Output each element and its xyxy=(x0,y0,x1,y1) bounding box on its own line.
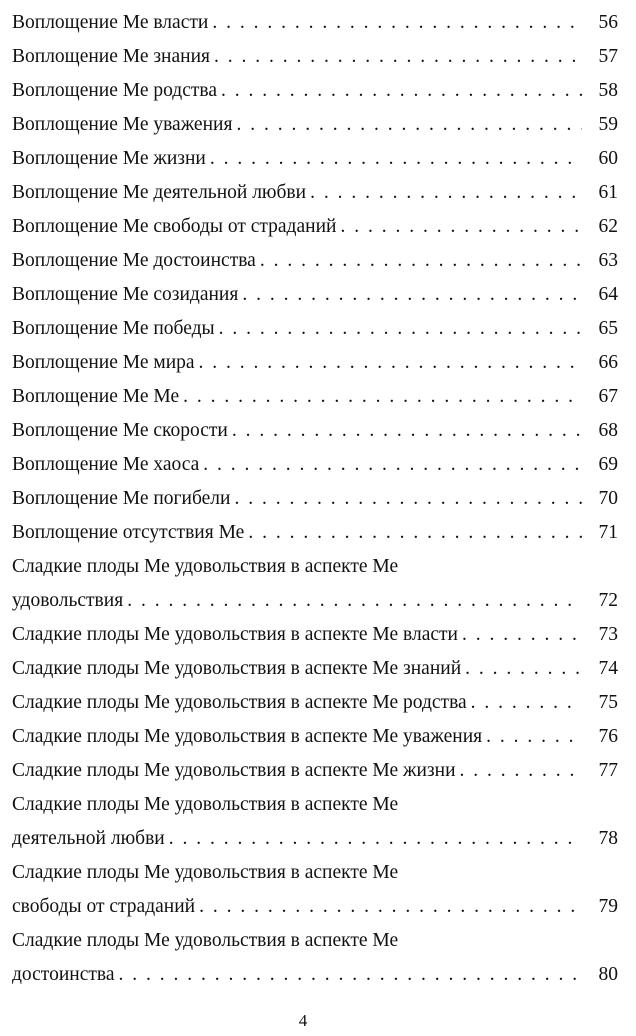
toc-entry[interactable] xyxy=(12,516,618,550)
dot-leader xyxy=(232,108,582,142)
toc-entry-title-line: Сладкие плоды Ме удовольствия в аспекте Ме xyxy=(12,862,399,883)
toc-entry-page-number: 62 xyxy=(598,216,618,237)
toc-entry-page-number: 56 xyxy=(598,12,618,33)
toc-entry-page-number: 61 xyxy=(598,182,618,203)
toc-entry-title: Сладкие плоды Ме удовольствия в аспекте Ме жизни xyxy=(12,760,456,781)
dot-leader xyxy=(256,244,582,278)
toc-entry-title: Сладкие плоды Ме удовольствия в аспекте Ме родства xyxy=(12,692,467,713)
toc-entry-title: Воплощение Ме уважения xyxy=(12,114,233,135)
page-number-footer: 4 xyxy=(298,1011,308,1030)
toc-entry-page-number: 70 xyxy=(598,488,618,509)
toc-entry-title: Воплощение Ме свободы от страданий xyxy=(12,216,337,237)
toc-entry[interactable] xyxy=(12,652,618,686)
dot-leader xyxy=(179,380,582,414)
toc-entry-title: Сладкие плоды Ме удовольствия в аспекте Ме власти xyxy=(12,624,458,645)
toc-entry-page-number: 57 xyxy=(598,46,618,67)
toc-entry[interactable] xyxy=(12,720,618,754)
dot-leader xyxy=(210,40,582,74)
toc-entry[interactable] xyxy=(12,414,618,448)
toc-entry-page-number: 65 xyxy=(598,318,618,339)
toc-entry[interactable] xyxy=(12,6,618,40)
toc-entry-page-number: 74 xyxy=(598,658,618,679)
toc-entry[interactable] xyxy=(12,686,618,720)
toc-entry-page-number: 79 xyxy=(598,896,618,917)
dot-leader xyxy=(238,278,582,312)
toc-entry-title: Воплощение Ме жизни xyxy=(12,148,206,169)
dot-leader xyxy=(208,6,582,40)
dot-leader xyxy=(461,652,582,686)
toc-entry[interactable] xyxy=(12,346,618,380)
toc-entry-title: деятельной любви xyxy=(12,828,165,849)
toc-entry[interactable] xyxy=(12,448,618,482)
toc-entry[interactable] xyxy=(12,74,618,108)
dot-leader xyxy=(217,74,582,108)
toc-entry-title-line: Сладкие плоды Ме удовольствия в аспекте Ме xyxy=(12,556,399,577)
toc-entry[interactable] xyxy=(12,482,618,516)
toc-entry-page-number: 78 xyxy=(598,828,618,849)
dot-leader xyxy=(306,176,582,210)
toc-entry-title: свободы от страданий xyxy=(12,896,196,917)
toc-entry-title: Воплощение Ме хаоса xyxy=(12,454,200,475)
dot-leader xyxy=(336,210,582,244)
toc-entry[interactable] xyxy=(12,40,618,74)
dot-leader xyxy=(244,516,582,550)
toc-entry-title: Воплощение Ме родства xyxy=(12,80,217,101)
dot-leader xyxy=(228,414,582,448)
dot-leader xyxy=(199,448,582,482)
toc-entry[interactable] xyxy=(12,210,618,244)
toc-entry-page-number: 60 xyxy=(598,148,618,169)
toc-entry-page-number: 73 xyxy=(598,624,618,645)
toc-entry-title: Сладкие плоды Ме удовольствия в аспекте Ме знаний xyxy=(12,658,462,679)
dot-leader xyxy=(458,618,582,652)
dot-leader xyxy=(482,720,582,754)
toc-entry-title: Воплощение Ме созидания xyxy=(12,284,239,305)
toc-entry-page-number: 72 xyxy=(598,590,618,611)
toc-entry-page-number: 58 xyxy=(598,80,618,101)
toc-entry-title: Воплощение Ме мира xyxy=(12,352,195,373)
toc-entry-title: удовольствия xyxy=(12,590,124,611)
toc-entry-title: Воплощение Ме деятельной любви xyxy=(12,182,307,203)
toc-entry-title: Сладкие плоды Ме удовольствия в аспекте Ме уважения xyxy=(12,726,483,747)
toc-entry-page-number: 75 xyxy=(598,692,618,713)
toc-entry-title: Воплощение Ме погибели xyxy=(12,488,231,509)
toc-entry-page-number: 80 xyxy=(598,964,618,985)
dot-leader xyxy=(206,142,582,176)
toc-entry-title: достоинства xyxy=(12,964,115,985)
toc-entry-page-number: 77 xyxy=(598,760,618,781)
toc-entry-title: Воплощение Ме знания xyxy=(12,46,210,67)
dot-leader xyxy=(114,958,582,992)
toc-entry[interactable] xyxy=(12,142,618,176)
toc-entry[interactable] xyxy=(12,924,618,992)
toc-entry[interactable] xyxy=(12,856,618,924)
dot-leader xyxy=(467,686,582,720)
toc-entry-page-number: 67 xyxy=(598,386,618,407)
toc-entry[interactable] xyxy=(12,618,618,652)
toc-entry-page-number: 63 xyxy=(598,250,618,271)
toc-entry-title: Воплощение Ме достоинства xyxy=(12,250,256,271)
toc-entry-title: Воплощение Ме власти xyxy=(12,12,209,33)
dot-leader xyxy=(230,482,582,516)
table-of-contents xyxy=(12,6,618,992)
toc-entry[interactable] xyxy=(12,754,618,788)
toc-entry[interactable] xyxy=(12,278,618,312)
toc-entry-title-line: Сладкие плоды Ме удовольствия в аспекте Ме xyxy=(12,930,399,951)
toc-entry-title-line: Сладкие плоды Ме удовольствия в аспекте Ме xyxy=(12,794,399,815)
dot-leader xyxy=(215,312,582,346)
toc-entry[interactable] xyxy=(12,108,618,142)
toc-entry[interactable] xyxy=(12,550,618,618)
dot-leader xyxy=(456,754,582,788)
toc-entry-title: Воплощение Ме победы xyxy=(12,318,215,339)
toc-entry-page-number: 76 xyxy=(598,726,618,747)
toc-entry-title: Воплощение Ме Ме xyxy=(12,386,180,407)
dot-leader xyxy=(123,584,582,618)
toc-entry-page-number: 64 xyxy=(598,284,618,305)
toc-entry[interactable] xyxy=(12,380,618,414)
toc-entry-page-number: 59 xyxy=(598,114,618,135)
dot-leader xyxy=(195,890,582,924)
toc-entry[interactable] xyxy=(12,176,618,210)
toc-entry[interactable] xyxy=(12,312,618,346)
toc-entry-page-number: 68 xyxy=(598,420,618,441)
toc-entry[interactable] xyxy=(12,788,618,856)
toc-entry[interactable] xyxy=(12,244,618,278)
toc-entry-title: Воплощение Ме скорости xyxy=(12,420,228,441)
toc-entry-page-number: 71 xyxy=(598,522,618,543)
toc-entry-page-number: 69 xyxy=(598,454,618,475)
dot-leader xyxy=(195,346,582,380)
dot-leader xyxy=(165,822,582,856)
toc-entry-title: Воплощение отсутствия Ме xyxy=(12,522,245,543)
toc-entry-page-number: 66 xyxy=(598,352,618,373)
